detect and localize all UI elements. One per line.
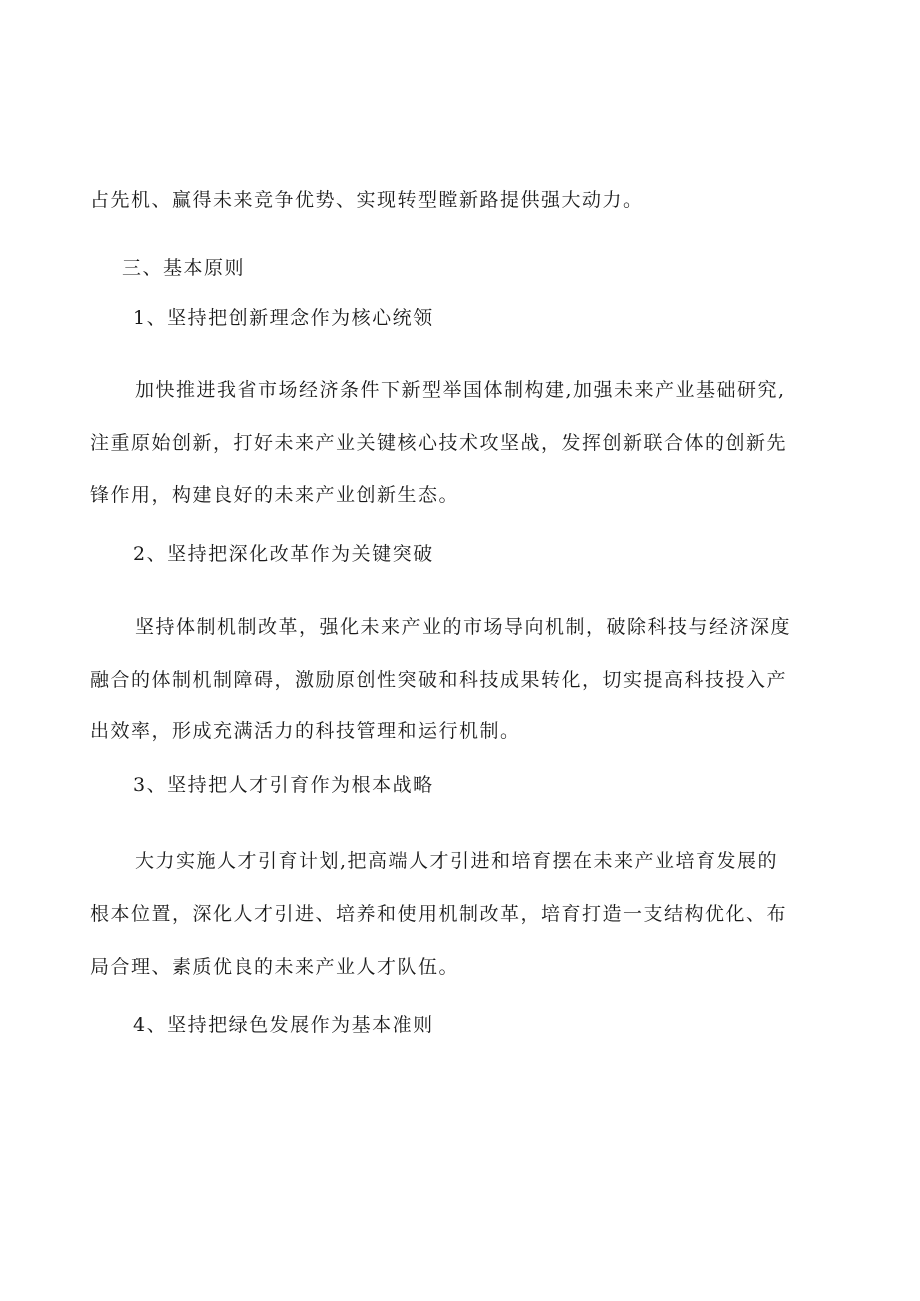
principle-3-title: 3、坚持把人才引育作为根本战略: [133, 774, 434, 796]
principle-3-line-2: 根本位置，深化人才引进、培养和使用机制改革，培育打造一支结构优化、布: [90, 903, 788, 925]
intro-paragraph-line: 占先机、赢得未来竞争优势、实现转型瞠新路提供强大动力。: [90, 189, 644, 211]
principle-1-line-1: 加快推进我省市场经济条件下新型举国体制构建,加强未来产业基础研究,: [135, 379, 786, 401]
principle-4-title: 4、坚持把绿色发展作为基本准则: [133, 1014, 434, 1036]
principle-3-line-1: 大力实施人才引育计划,把高端人才引进和培育摆在未来产业培育发展的: [135, 850, 779, 872]
principle-1-line-3: 锋作用，构建良好的未来产业创新生态。: [90, 484, 460, 506]
principle-2-line-1: 坚持体制机制改革，强化未来产业的市场导向机制，破除科技与经济深度: [135, 616, 792, 638]
principle-2-line-3: 出效率，形成充满活力的科技管理和运行机制。: [90, 720, 521, 742]
principle-2-title: 2、坚持把深化改革作为关键突破: [133, 543, 434, 565]
principle-1-title: 1、坚持把创新理念作为核心统领: [133, 307, 434, 329]
principle-1-line-2: 注重原始创新，打好未来产业关键核心技术攻坚战，发挥创新联合体的创新先: [90, 432, 788, 454]
section-heading: 三、基本原则: [122, 257, 246, 279]
principle-3-line-3: 局合理、素质优良的未来产业人才队伍。: [90, 956, 460, 978]
principle-2-line-2: 融合的体制机制障碍，激励原创性突破和科技成果转化，切实提高科技投入产: [90, 669, 788, 691]
